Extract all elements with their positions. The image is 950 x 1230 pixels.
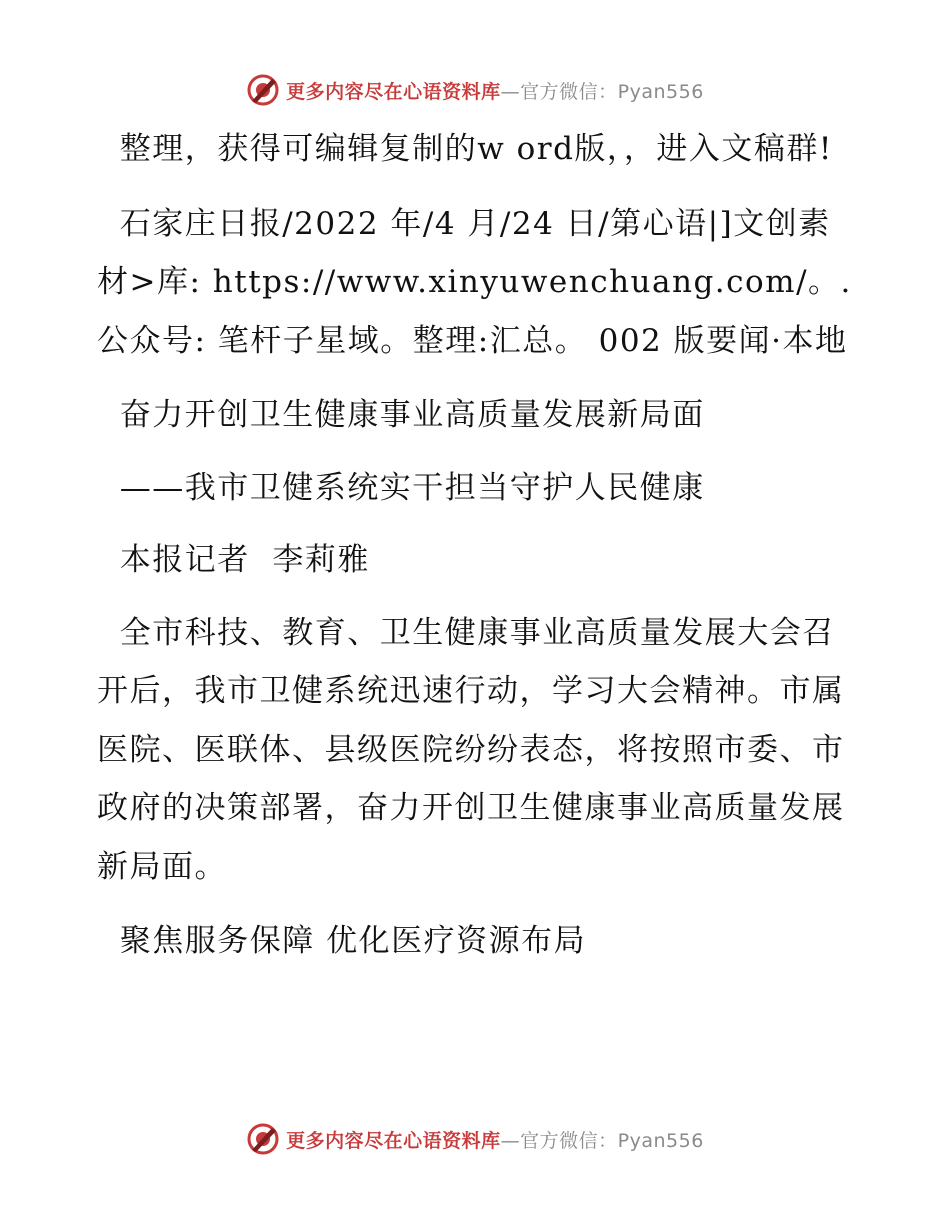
article-subtitle: ——我市卫健系统实干担当守护人民健康 bbox=[97, 469, 705, 506]
source-paragraph: 石家庄日报/2022 年/4 月/24 日/第心语|]文创素材>库: https://www.xinyuwenchuang.com/。.公众号: 笔杆子星域。整理:汇总。 002 版要闻·本地 bbox=[97, 205, 852, 359]
footer-watermark bbox=[0, 1119, 950, 1159]
quill-logo-icon bbox=[246, 1122, 280, 1156]
article-title: 奋力开创卫生健康事业高质量发展新局面 bbox=[97, 397, 705, 433]
intro-paragraph: 整理，获得可编辑复制的w ord版，，进入文稿群! bbox=[97, 131, 833, 167]
watermark-contact: 官方微信：Pyan556 bbox=[520, 1129, 704, 1152]
watermark-brand: 更多内容尽在心语资料库 bbox=[286, 1129, 501, 1152]
quill-logo-icon bbox=[246, 73, 280, 107]
article-byline: 本报记者 李莉雅 bbox=[97, 542, 370, 578]
watermark-text bbox=[286, 1126, 704, 1153]
header-watermark bbox=[0, 70, 950, 110]
document-body bbox=[97, 120, 857, 971]
watermark-text bbox=[286, 77, 704, 104]
watermark-separator: — bbox=[500, 1129, 521, 1152]
watermark-separator: — bbox=[500, 80, 521, 103]
watermark-brand: 更多内容尽在心语资料库 bbox=[286, 80, 501, 103]
body-paragraph: 全市科技、教育、卫生健康事业高质量发展大会召开后，我市卫健系统迅速行动，学习大会精神。市属医院、医联体、县级医院纷纷表态，将按照市委、市政府的决策部署，奋力开创卫生健康事业高质量发展新局面。 bbox=[97, 614, 845, 885]
section-heading: 聚焦服务保障 优化医疗资源布局 bbox=[97, 923, 587, 959]
watermark-contact: 官方微信：Pyan556 bbox=[520, 80, 704, 103]
